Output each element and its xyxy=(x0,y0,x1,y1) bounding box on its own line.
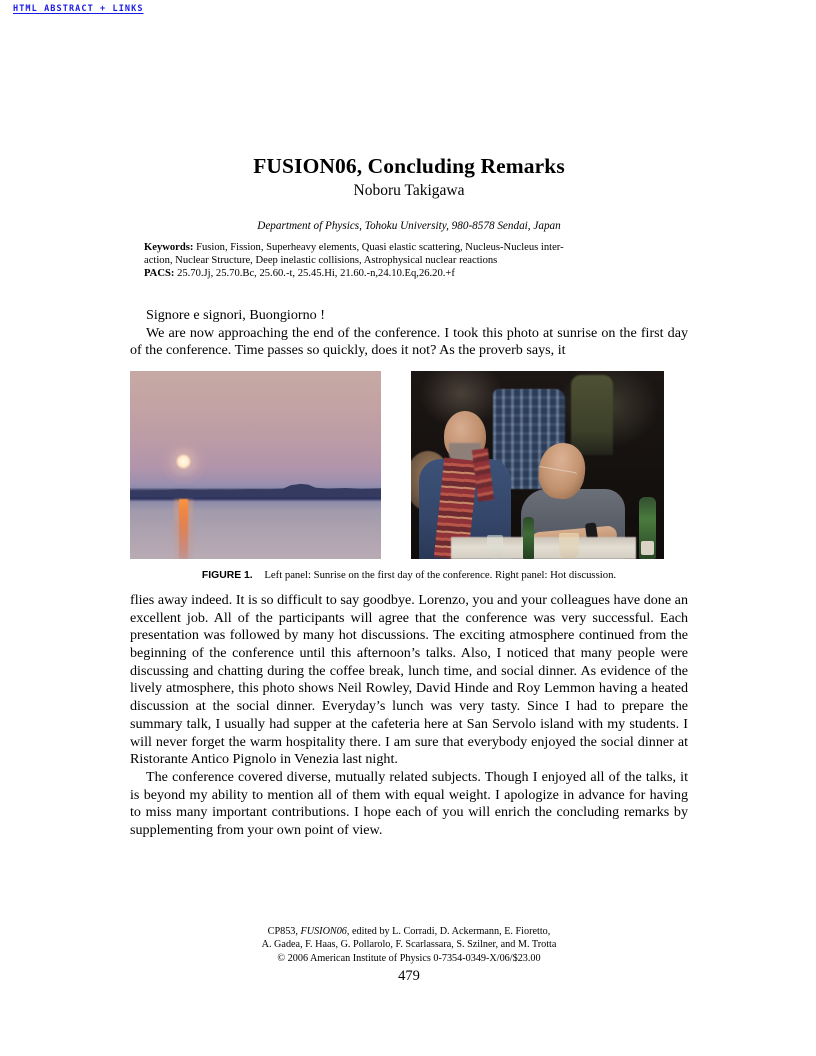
keywords-line-2: action, Nuclear Structure, Deep inelastic collisions, Astrophysical nuclear reactions xyxy=(144,255,498,267)
footer-line-3: © 2006 American Institute of Physics 0-7354-0349-X/06/$23.00 xyxy=(277,952,541,964)
wine-glass-left xyxy=(487,535,503,559)
figure-label: FIGURE 1. xyxy=(201,570,253,581)
wine-glass-right xyxy=(559,533,579,559)
keywords-line-1: Fusion, Fission, Superheavy elements, Quasi elastic scattering, Nucleus-Nucleus inter- xyxy=(196,242,564,253)
footer-editors-part: , edited by L. Corradi, D. Ackermann, E. Fioretto, xyxy=(346,926,551,937)
intro-text-block xyxy=(130,307,688,360)
footer-proceedings-name: FUSION06 xyxy=(300,926,347,937)
footer-line-1 xyxy=(130,925,688,938)
author-name: Noboru Takigawa xyxy=(353,182,465,199)
page-number: 479 xyxy=(398,968,420,984)
paragraph-1: We are now approaching the end of the conference. I took this photo at sunrise on the first day of the conference. Time passes so quickly, does it not? As the proverb says, it xyxy=(130,324,688,359)
pacs-value: 25.70.Jj, 25.70.Bc, 25.60.-t, 25.45.Hi, 21.60.-n,24.10.Eq,26.20.+f xyxy=(177,268,455,280)
green-bottle-center xyxy=(523,517,534,559)
sunrise-scene xyxy=(130,371,381,559)
paper-page xyxy=(130,0,688,1056)
dinner-scene xyxy=(411,371,664,559)
paragraph-3: The conference covered diverse, mutually related subjects. Though I enjoyed all of the talks, it is beyond my ability to mention all of them with equal weight. I apologize in advance for having to miss many important contributions. I hope each of you will enrich the concluding remarks by supplementing from your own point of view. xyxy=(130,768,688,838)
keywords-pacs-block xyxy=(144,241,688,280)
figure-photos xyxy=(130,371,688,559)
figure-caption-text: Left panel: Sunrise on the first day of the conference. Right panel: Hot discussion. xyxy=(264,569,617,581)
footer-citation-prefix: CP853, xyxy=(267,926,301,937)
affiliation: Department of Physics, Tohoku University, 980-8578 Sendai, Japan xyxy=(257,220,561,232)
background-person-green xyxy=(571,375,613,455)
footer-copyright xyxy=(130,925,688,965)
html-abstract-links-link[interactable]: HTML ABSTRACT + LINKS xyxy=(13,4,144,14)
greeting-line: Signore e signori, Buongiorno ! xyxy=(146,307,325,323)
sun-icon xyxy=(176,454,191,469)
sun-reflection-streak xyxy=(179,499,188,559)
horizon-silhouette xyxy=(130,483,381,497)
bottle-label xyxy=(641,541,654,555)
table-cloth xyxy=(451,537,636,559)
page-title: FUSION06, Concluding Remarks xyxy=(253,154,565,179)
discussion-photo xyxy=(411,371,664,559)
figure-1 xyxy=(130,371,688,582)
figure-caption xyxy=(130,569,688,582)
keywords-label: Keywords: xyxy=(144,242,194,253)
sunrise-photo xyxy=(130,371,381,559)
footer-line-2: A. Gadea, F. Haas, G. Pollarolo, F. Scarlassara, S. Szilner, and M. Trotta xyxy=(261,939,557,951)
main-text-block xyxy=(130,592,688,840)
paragraph-2: flies away indeed. It is so difficult to say goodbye. Lorenzo, you and your colleagues have done an excellent job. All of the participants will agree that the conference was very successful. Each presentation was followed by many hot discussions. The exciting atmosphere continued from the beginning of the conference until this afternoon’s talks. Also, I noticed that many people were discussing and chatting during the coffee break, lunch time, and social dinner. As evidence of the lively atmosphere, this photo shows Neil Rowley, David Hinde and Roy Lemmon having a heated discussion at the social dinner. Everyday’s lunch was very tasty. Since I had to prepare the summary talk, I usually had supper at the cafeteria here at San Servolo island with my students. I will never forget the warm hospitality there. I am sure that everybody enjoyed the social dinner at Ristorante Antico Pignolo in Venezia last night. xyxy=(130,592,688,768)
pacs-label: PACS: xyxy=(144,268,175,280)
